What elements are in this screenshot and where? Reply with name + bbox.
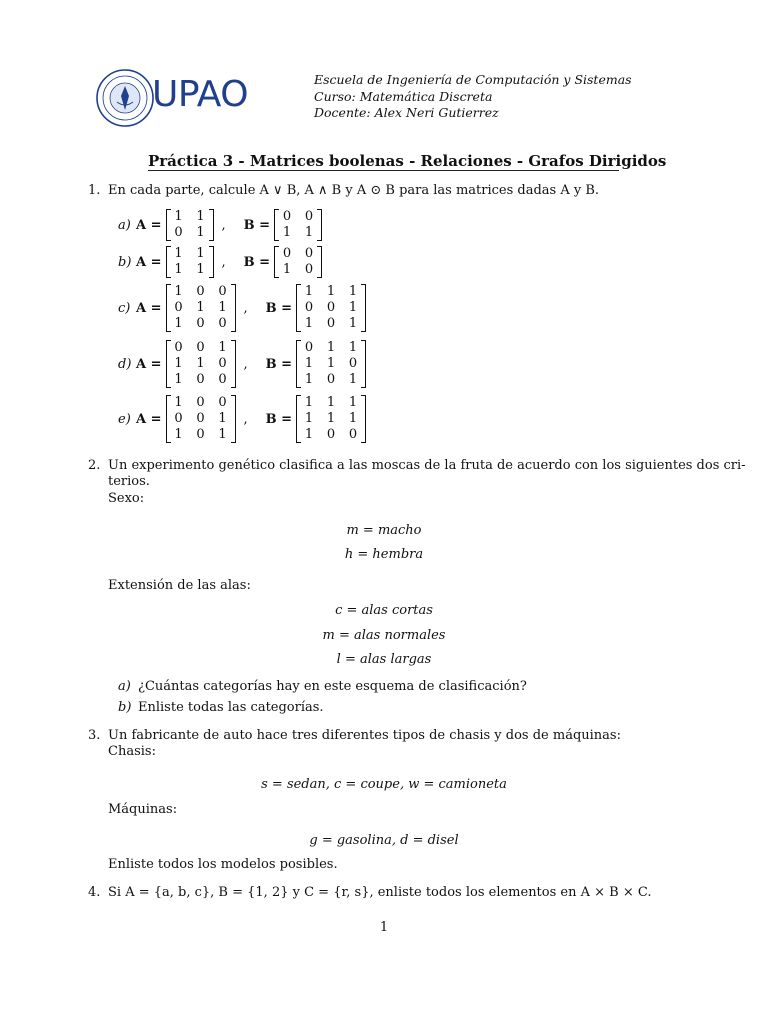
matrix-cell: 1 [174, 372, 183, 387]
matrix-b-label: B = [243, 217, 271, 233]
matrix-b-label: B = [265, 300, 293, 316]
matrix-cell: 1 [174, 316, 183, 331]
matrix-cell: 1 [304, 316, 314, 331]
matrix-cell: 0 [304, 340, 314, 355]
matrix-cell: 1 [348, 340, 358, 355]
matrix-cell: 1 [348, 300, 358, 315]
problem-3-number: 3. [88, 728, 101, 743]
matrix-cell: 1 [196, 300, 205, 315]
course-name: Curso: Matemática Discreta [314, 89, 493, 104]
matrix-cell: 1 [304, 395, 314, 410]
matrix-cell: 1 [304, 356, 314, 371]
matrix-b-label: B = [265, 411, 293, 427]
matrix-cell: 1 [174, 246, 183, 261]
matrix-cell: 1 [326, 340, 336, 355]
page-number: 1 [379, 920, 389, 935]
problem-2-line1: Un experimento genético clasifica a las moscas de la fruta de acuerdo con los siguientes dos cri- [108, 458, 746, 473]
comma-separator: , [243, 356, 248, 372]
matrix-a-label: A = [136, 411, 162, 427]
school-name: Escuela de Ingeniería de Computación y Sistemas [314, 72, 632, 87]
matrix-b [274, 246, 322, 278]
matrix-cell: 1 [174, 395, 183, 410]
matrix-cell: 0 [348, 356, 358, 371]
matrix-cell: 1 [348, 284, 358, 299]
extension-label: Extensión de las alas: [108, 578, 251, 593]
matrix-a-label: A = [136, 356, 162, 372]
eq-chasis: s = sedan, c = coupe, w = camioneta [261, 777, 507, 792]
matrix-cell: 1 [174, 427, 183, 442]
eq-hembra: h = hembra [344, 547, 424, 562]
matrix-cell: 0 [282, 209, 292, 224]
comma-separator: , [221, 254, 226, 270]
matrix-cell: 0 [196, 372, 205, 387]
matrix-b-label: B = [243, 254, 271, 270]
problem-2-number: 2. [88, 458, 101, 473]
item-label: a) [118, 217, 131, 233]
matrix-cell: 0 [196, 411, 205, 426]
matrix-cell: 0 [326, 316, 336, 331]
matrix-cell: 1 [218, 340, 227, 355]
question-b-label: b) [118, 700, 132, 715]
matrix-cell: 1 [282, 225, 292, 240]
matrix-a [166, 395, 236, 443]
matrix-cell: 0 [196, 395, 205, 410]
problem-1-text: En cada parte, calcule A ∨ B, A ∧ B y A ⊙ B para las matrices dadas A y B. [108, 183, 600, 198]
matrix-cell: 0 [326, 372, 336, 387]
matrix-cell: 1 [196, 209, 205, 224]
eq-macho: m = macho [346, 523, 422, 538]
matrix-cell: 1 [304, 225, 314, 240]
problem-1-number: 1. [88, 183, 101, 198]
item-label: e) [118, 411, 131, 427]
problem-3-line1: Un fabricante de auto hace tres diferentes tipos de chasis y dos de máquinas: [108, 728, 621, 743]
matrix-cell: 0 [348, 427, 358, 442]
matrix-cell: 0 [304, 246, 314, 261]
comma-separator: , [243, 300, 248, 316]
eq-largas: l = alas largas [336, 652, 432, 667]
matrix-cell: 0 [174, 225, 183, 240]
question-b: Enliste todas las categorías. [138, 700, 324, 715]
matrix-cell: 0 [174, 411, 183, 426]
matrix-cell: 0 [326, 300, 336, 315]
matrix-cell: 0 [304, 262, 314, 277]
matrix-cell: 0 [196, 284, 205, 299]
matrix-a-label: A = [136, 300, 162, 316]
matrix-cell: 0 [196, 340, 205, 355]
matrix-cell: 1 [196, 356, 205, 371]
matrix-cell: 1 [326, 411, 336, 426]
matrix-cell: 1 [304, 284, 314, 299]
matrix-b-label: B = [265, 356, 293, 372]
matrix-cell: 0 [218, 372, 227, 387]
matrix-cell: 1 [196, 246, 205, 261]
matrix-item-row [118, 242, 326, 282]
matrix-cell: 0 [326, 427, 336, 442]
matrix-cell: 0 [218, 395, 227, 410]
item-label: d) [118, 356, 132, 372]
sexo-label: Sexo: [108, 491, 145, 506]
matrix-a [166, 284, 236, 332]
eq-cortas: c = alas cortas [335, 603, 433, 618]
matrix-cell: 1 [304, 372, 314, 387]
matrix-cell: 0 [218, 356, 227, 371]
matrix-cell: 1 [326, 395, 336, 410]
matrix-cell: 1 [348, 411, 358, 426]
eq-normales: m = alas normales [322, 628, 446, 643]
matrix-cell: 1 [174, 209, 183, 224]
matrix-cell: 0 [196, 316, 205, 331]
matrix-item-row [118, 340, 370, 387]
matrix-cell: 0 [218, 284, 227, 299]
problem-4-text: Si A = {a, b, c}, B = {1, 2} y C = {r, s}, enliste todos los elementos en A × B × C. [108, 885, 652, 900]
question-a-label: a) [118, 679, 131, 694]
matrix-cell: 1 [218, 411, 227, 426]
logo-text: UPAO [152, 74, 249, 115]
item-label: c) [118, 300, 131, 316]
matrix-cell: 0 [196, 427, 205, 442]
matrix-cell: 0 [282, 246, 292, 261]
matrix-a [166, 340, 236, 388]
matrix-item-row [118, 284, 370, 331]
matrix-cell: 0 [304, 209, 314, 224]
title-underline [148, 170, 619, 171]
teacher-name: Docente: Alex Neri Gutierrez [314, 105, 499, 120]
matrix-item-row [118, 395, 370, 442]
matrix-cell: 1 [326, 356, 336, 371]
eq-maquinas: g = gasolina, d = disel [309, 833, 459, 848]
comma-separator: , [243, 411, 248, 427]
matrix-cell: 0 [174, 300, 183, 315]
matrix-cell: 1 [326, 284, 336, 299]
matrix-cell: 1 [218, 427, 227, 442]
matrix-b [274, 209, 322, 241]
problem-4-number: 4. [88, 885, 101, 900]
problem-3-final: Enliste todos los modelos posibles. [108, 857, 338, 872]
matrix-a [166, 246, 214, 278]
matrix-cell: 0 [174, 340, 183, 355]
matrix-cell: 1 [304, 427, 314, 442]
question-a: ¿Cuántas categorías hay en este esquema de clasificación? [138, 679, 527, 694]
matrix-cell: 1 [218, 300, 227, 315]
matrix-a [166, 209, 214, 241]
matrix-cell: 0 [304, 300, 314, 315]
upao-seal-icon [95, 68, 155, 128]
item-label: b) [118, 254, 132, 270]
matrix-a-label: A = [136, 217, 162, 233]
matrix-cell: 1 [174, 262, 183, 277]
maquinas-label: Máquinas: [108, 802, 178, 817]
matrix-b [296, 340, 366, 388]
matrix-cell: 1 [348, 395, 358, 410]
matrix-cell: 1 [196, 262, 205, 277]
comma-separator: , [221, 217, 226, 233]
matrix-b [296, 284, 366, 332]
problem-2-line2: terios. [108, 474, 150, 489]
matrix-cell: 1 [348, 316, 358, 331]
matrix-cell: 1 [174, 356, 183, 371]
matrix-a-label: A = [136, 254, 162, 270]
matrix-cell: 1 [304, 411, 314, 426]
matrix-cell: 1 [174, 284, 183, 299]
matrix-cell: 1 [282, 262, 292, 277]
matrix-cell: 0 [218, 316, 227, 331]
chasis-label: Chasis: [108, 744, 156, 759]
matrix-cell: 1 [196, 225, 205, 240]
matrix-b [296, 395, 366, 443]
matrix-cell: 1 [348, 372, 358, 387]
matrix-item-row [118, 205, 326, 245]
page-title: Práctica 3 - Matrices boolenas - Relaciones - Grafos Dirigidos [148, 152, 667, 170]
